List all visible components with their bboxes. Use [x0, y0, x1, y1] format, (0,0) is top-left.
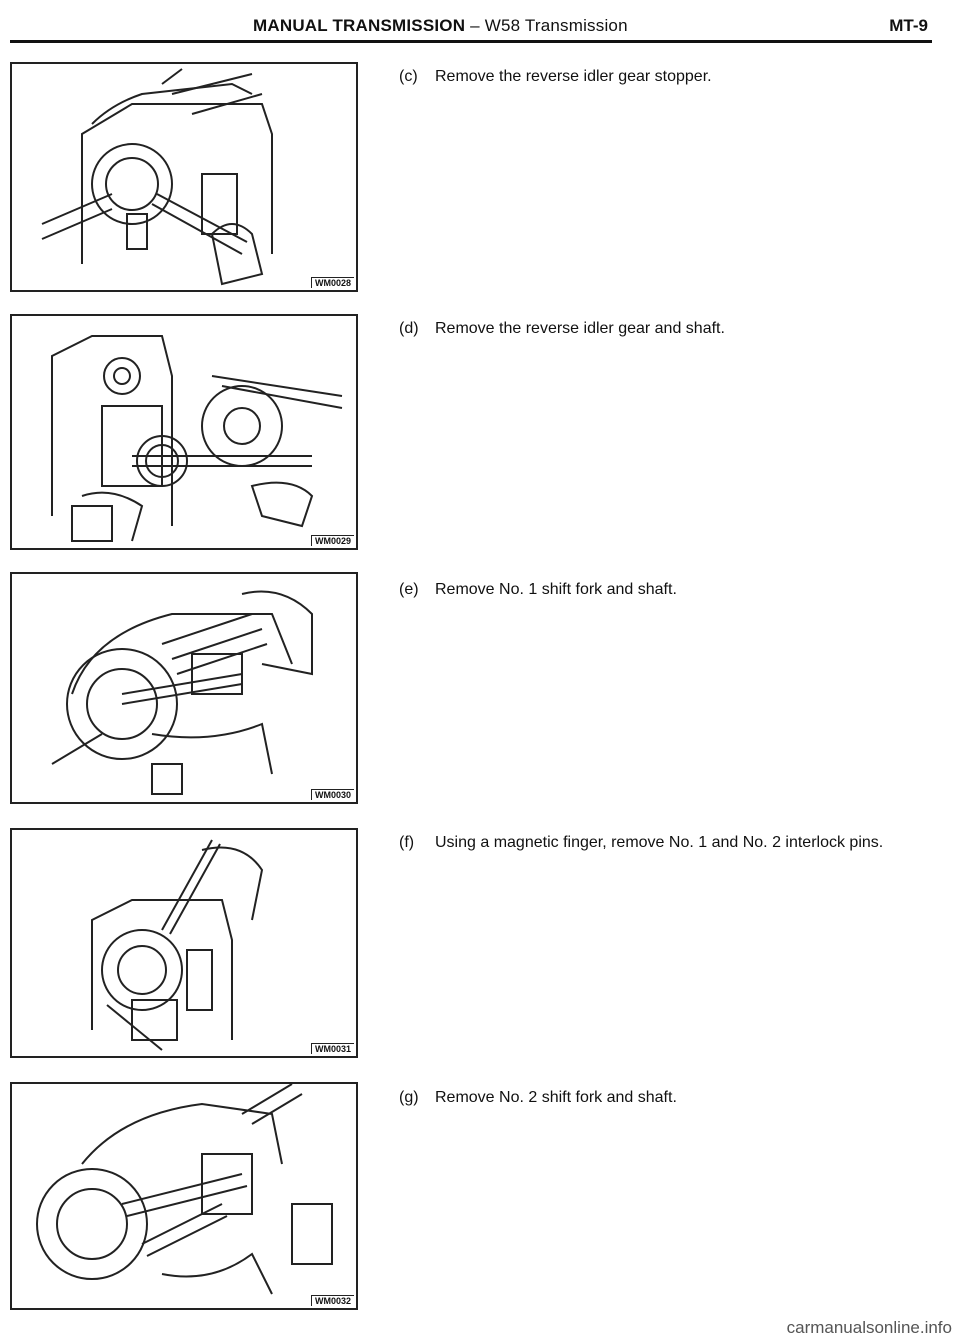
figure-code: WM0031 — [311, 1043, 354, 1054]
step-label: (f) — [399, 834, 415, 851]
header-title — [253, 16, 628, 36]
shift-fork-and-shaft-icon — [12, 574, 356, 802]
shift-fork-and-shaft-icon — [12, 1084, 356, 1308]
figure-1 — [10, 62, 358, 292]
step-label: (d) — [399, 320, 419, 337]
step-c — [399, 66, 919, 87]
wrench-removing-stopper-icon — [12, 64, 356, 290]
step-f — [399, 832, 919, 853]
figure-2 — [10, 314, 358, 550]
figure-3 — [10, 572, 358, 804]
figure-5 — [10, 1082, 358, 1310]
header-title-sub: – W58 Transmission — [465, 16, 628, 35]
page-number: MT-9 — [889, 16, 928, 35]
magnetic-finger-icon — [12, 830, 356, 1056]
step-g — [399, 1087, 919, 1108]
step-d — [399, 318, 919, 339]
step-label: (g) — [399, 1089, 419, 1106]
step-text: Remove the reverse idler gear stopper. — [435, 68, 712, 85]
step-label: (e) — [399, 581, 419, 598]
step-label: (c) — [399, 68, 418, 85]
figure-code: WM0028 — [311, 277, 354, 288]
header-rule — [10, 40, 932, 43]
figure-code: WM0029 — [311, 535, 354, 546]
figure-code: WM0030 — [311, 789, 354, 800]
step-text: Remove the reverse idler gear and shaft. — [435, 320, 725, 337]
page-header — [10, 14, 932, 42]
step-e — [399, 579, 919, 600]
step-text: Remove No. 1 shift fork and shaft. — [435, 581, 677, 598]
site-watermark: carmanualsonline.info — [786, 1318, 952, 1337]
figure-code: WM0032 — [311, 1295, 354, 1306]
step-text: Remove No. 2 shift fork and shaft. — [435, 1089, 677, 1106]
step-text: Using a magnetic finger, remove No. 1 and No. 2 interlock pins. — [435, 834, 884, 851]
header-title-main: MANUAL TRANSMISSION — [253, 16, 466, 35]
figure-4 — [10, 828, 358, 1058]
idler-gear-and-shaft-icon — [12, 316, 356, 548]
